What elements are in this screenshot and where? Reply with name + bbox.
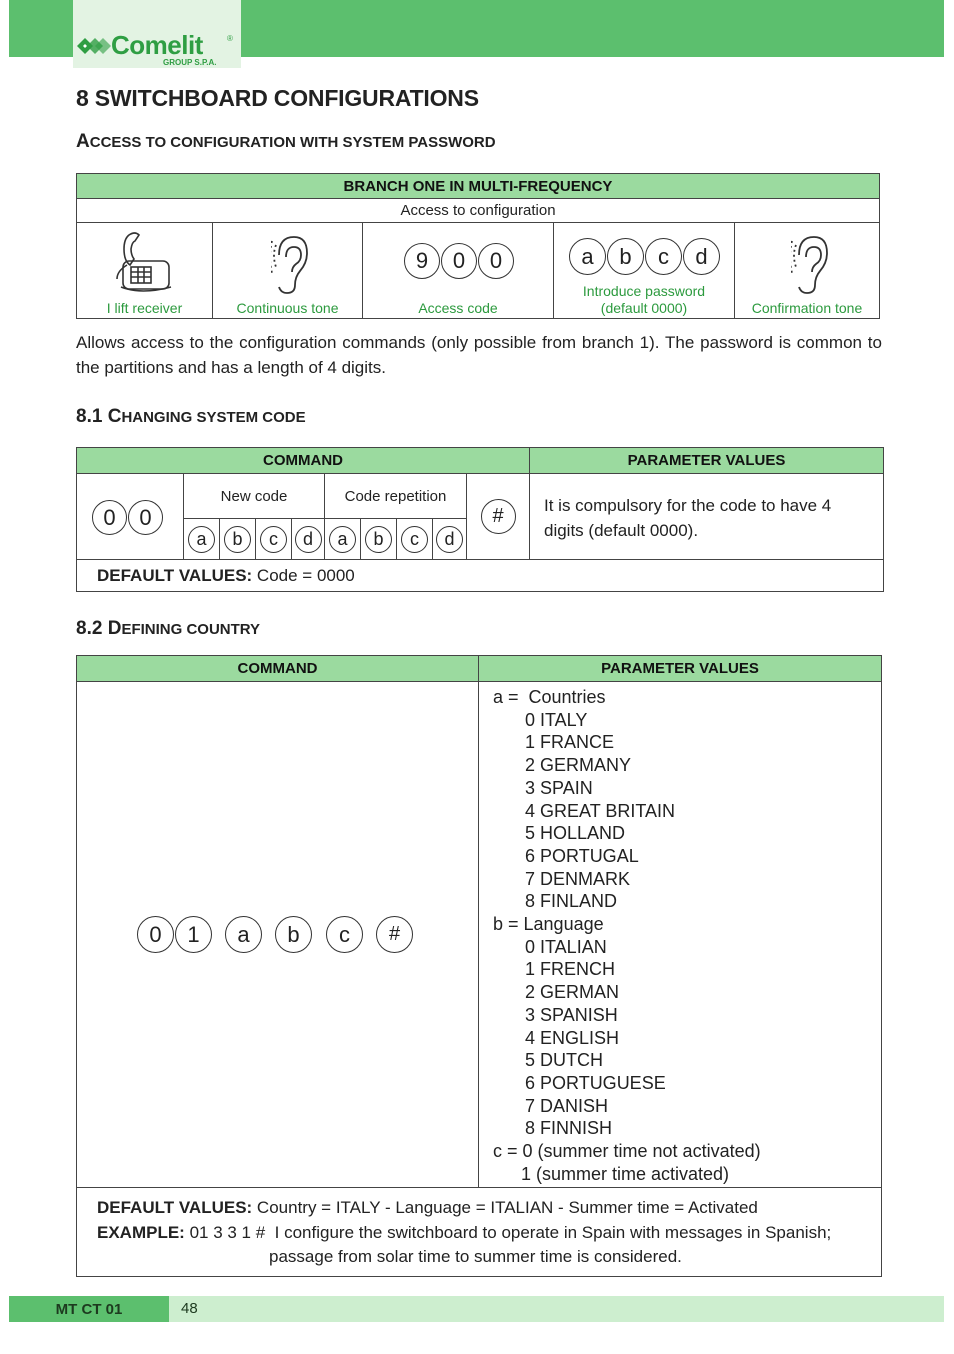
param-cell	[530, 474, 883, 560]
key-b: b	[275, 916, 312, 953]
default-label: DEFAULT VALUES:	[97, 566, 253, 585]
telephone-icon	[109, 229, 175, 295]
example-text-1: I configure the switchboard to operate in Spain with messages in Spanish;	[269, 1222, 832, 1242]
example-line	[97, 1221, 877, 1246]
param-text: It is compulsory for the code to have 4 digits (default 0000).	[544, 496, 832, 540]
param-line: 2 GERMANY	[525, 755, 632, 776]
param-line: 5 DUTCH	[525, 1050, 604, 1071]
section-number: 8.2	[76, 618, 108, 639]
key-a: a	[225, 916, 262, 953]
key-b: b	[224, 526, 251, 553]
param-line: c = 0 (summer time not activated)	[493, 1141, 761, 1162]
param-line: 1 (summer time activated)	[521, 1163, 730, 1184]
access-table-header: BRANCH ONE IN MULTI-FREQUENCY	[77, 174, 879, 199]
key-d: d	[683, 238, 720, 275]
title-first-letter: D	[107, 618, 122, 639]
code-repetition-label: Code repetition	[344, 487, 447, 505]
page-title: 8 SWITCHBOARD CONFIGURATIONS	[76, 85, 479, 111]
param-line: 8 FINLAND	[525, 891, 618, 912]
param-line: 5 HOLLAND	[525, 823, 626, 844]
command-cell	[77, 682, 479, 1188]
col-command-header: COMMAND	[77, 448, 530, 474]
repeat-code-slot	[325, 519, 361, 560]
key-0: 0	[137, 916, 174, 953]
step-introduce-password	[554, 223, 735, 318]
key-c: c	[260, 526, 287, 553]
repeat-code-slot	[361, 519, 397, 560]
key-a: a	[569, 238, 606, 275]
step-label: Confirmation tone	[751, 300, 863, 316]
param-line: 7 DENMARK	[525, 868, 631, 889]
key-0: 0	[128, 500, 163, 535]
ear-icon	[791, 233, 829, 295]
access-table	[76, 173, 880, 319]
section-number: 8.1	[76, 406, 108, 427]
key-d: d	[436, 526, 463, 553]
param-line: 6 PORTUGAL	[525, 845, 639, 866]
param-line: 4 ENGLISH	[525, 1027, 620, 1048]
comelit-logo-icon	[77, 34, 111, 58]
access-section-title	[76, 131, 496, 153]
step-access-code	[363, 223, 554, 318]
title-rest: HANGING SYSTEM CODE	[121, 409, 306, 426]
key-9: 9	[404, 243, 440, 279]
hash-cell	[467, 474, 530, 560]
access-description: Allows access to the configuration commands (only possible from branch 1). The password is common to the partitions and has a length of 4 digits.	[76, 333, 882, 377]
access-code-keys	[404, 243, 514, 279]
default-value: Country = ITALY - Language = ITALIAN - Summer time = Activated	[252, 1198, 758, 1217]
key-a: a	[329, 526, 356, 553]
param-line: 1 FRENCH	[525, 959, 616, 980]
key-0: 0	[441, 243, 477, 279]
step-label-line2: (default 0000)	[600, 300, 688, 316]
key-0: 0	[478, 243, 514, 279]
access-title-rest: CCESS TO CONFIGURATION WITH SYSTEM PASSWORD	[89, 134, 496, 151]
step-label: Access code	[418, 300, 498, 316]
example-code: 01 3 3 1 #	[184, 1222, 270, 1242]
param-line: 7 DANISH	[525, 1095, 609, 1116]
logo-registered: ®	[227, 34, 233, 43]
param-line: 0 ITALIAN	[525, 936, 607, 957]
step-lift-receiver	[77, 223, 213, 318]
params-cell	[479, 682, 881, 1188]
col-command-header: COMMAND	[77, 656, 479, 682]
param-line: a = Countries	[493, 687, 606, 707]
new-code-cell	[184, 474, 325, 560]
logo-text: Comelit	[111, 30, 203, 60]
default-values-row	[97, 566, 355, 586]
section-8-1-title	[76, 406, 306, 428]
new-code-slot	[220, 519, 256, 560]
param-line: 6 PORTUGUESE	[525, 1072, 666, 1093]
command-keys	[137, 916, 417, 954]
logo-subtitle: GROUP S.P.A.	[163, 58, 217, 67]
key-hash: #	[481, 499, 516, 534]
param-line: b = Language	[493, 914, 604, 935]
section-8-2-title	[76, 618, 260, 640]
prefix-cell	[77, 474, 184, 560]
prefix-keys	[92, 500, 163, 535]
key-a: a	[188, 526, 215, 553]
repeat-code-slot	[397, 519, 433, 560]
step-label: Continuous tone	[236, 300, 339, 316]
default-values-line	[97, 1196, 877, 1221]
key-1: 1	[175, 916, 212, 953]
param-line: 1 FRANCE	[525, 732, 615, 753]
logo-box	[73, 0, 241, 68]
default-value: Code = 0000	[252, 566, 355, 585]
param-line: 8 FINNISH	[525, 1118, 613, 1139]
title-first-letter: C	[107, 406, 122, 427]
new-code-keys-row	[184, 518, 324, 560]
new-code-slot	[256, 519, 292, 560]
key-c: c	[401, 526, 428, 553]
step-label-line1: Introduce password	[582, 283, 706, 299]
step-label: I lift receiver	[106, 300, 183, 316]
step-confirmation-tone	[735, 223, 879, 318]
new-code-slot	[292, 519, 324, 560]
code-repetition-cell	[325, 474, 467, 560]
param-list	[493, 686, 873, 1185]
step-continuous-tone	[213, 223, 363, 318]
change-code-table	[76, 447, 884, 592]
param-line: 3 SPAIN	[525, 777, 593, 798]
param-line: 3 SPANISH	[525, 1004, 618, 1025]
key-b: b	[365, 526, 392, 553]
col-params-header: PARAMETER VALUES	[479, 656, 881, 682]
country-table	[76, 655, 882, 1277]
key-hash: #	[376, 916, 413, 953]
param-line: 4 GREAT BRITAIN	[525, 800, 676, 821]
footer-doc-code: MT CT 01	[9, 1296, 169, 1322]
example-line-2: passage from solar time to summer time is considered.	[269, 1247, 682, 1266]
key-c: c	[326, 916, 363, 953]
new-code-slot	[184, 519, 220, 560]
example-label: EXAMPLE:	[97, 1222, 185, 1242]
default-label: DEFAULT VALUES:	[97, 1198, 253, 1217]
repeat-code-keys-row	[325, 518, 466, 560]
footer-page-number: 48	[181, 1300, 198, 1317]
new-code-label: New code	[220, 487, 288, 505]
key-b: b	[607, 238, 644, 275]
col-params-header: PARAMETER VALUES	[530, 448, 883, 474]
key-d: d	[295, 526, 322, 553]
ear-icon	[271, 233, 309, 295]
param-line: 0 ITALY	[525, 709, 588, 730]
key-0: 0	[92, 500, 127, 535]
repeat-code-slot	[433, 519, 466, 560]
title-rest: EFINING COUNTRY	[121, 621, 261, 638]
access-table-subheader: Access to configuration	[77, 199, 879, 223]
default-example-block	[97, 1196, 877, 1270]
key-c: c	[645, 238, 682, 275]
param-line: 2 GERMAN	[525, 982, 620, 1003]
password-keys	[569, 238, 720, 275]
access-title-first: A	[76, 131, 90, 152]
